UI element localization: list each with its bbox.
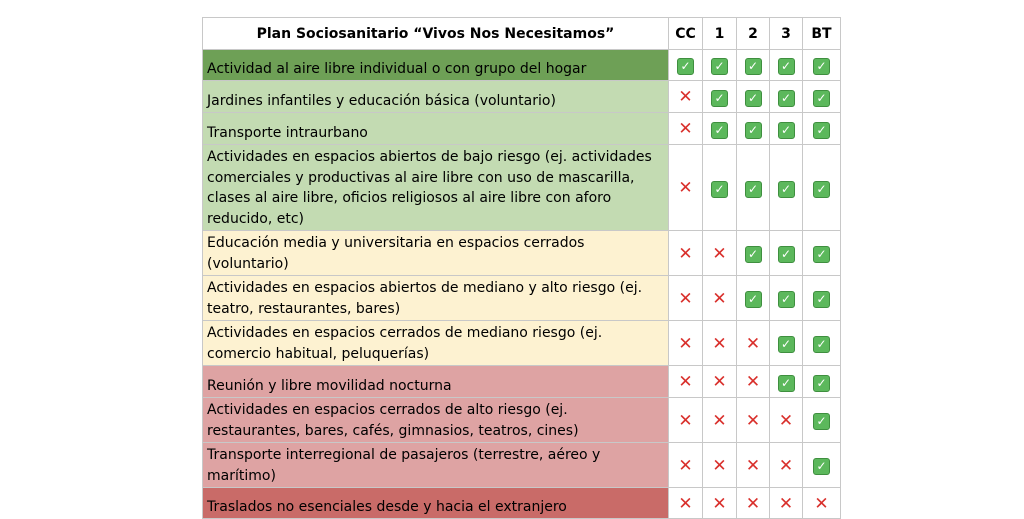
check-icon: ✓ bbox=[711, 58, 728, 75]
phase-cell bbox=[669, 398, 703, 443]
check-icon: ✓ bbox=[813, 90, 830, 107]
cross-icon: ✕ bbox=[712, 410, 727, 431]
cross-icon: ✕ bbox=[678, 119, 693, 139]
header-plan-title: Plan Sociosanitario “Vivos Nos Necesitamos” bbox=[203, 18, 669, 50]
table-row bbox=[203, 443, 841, 488]
check-icon: ✓ bbox=[813, 58, 830, 75]
cross-icon: ✕ bbox=[678, 410, 693, 431]
cross-icon: ✕ bbox=[678, 178, 693, 198]
phase-cell bbox=[703, 488, 737, 519]
check-icon: ✓ bbox=[745, 122, 762, 139]
cross-icon: ✕ bbox=[712, 243, 727, 264]
cross-icon: ✕ bbox=[745, 372, 761, 392]
phase-cell bbox=[669, 113, 703, 145]
phase-cell bbox=[770, 321, 803, 366]
header-bt: BT bbox=[803, 18, 841, 50]
phase-cell bbox=[803, 366, 841, 398]
phase-cell bbox=[669, 231, 703, 276]
phase-cell bbox=[803, 50, 841, 81]
phase-cell bbox=[737, 398, 770, 443]
phase-cell bbox=[703, 81, 737, 113]
activity-label: Educación media y universitaria en espacios cerrados (voluntario) bbox=[203, 231, 669, 276]
activity-label: Traslados no esenciales desde y hacia el extranjero bbox=[203, 488, 669, 519]
check-icon: ✓ bbox=[745, 291, 762, 308]
cross-icon: ✕ bbox=[678, 243, 693, 264]
phase-cell bbox=[703, 366, 737, 398]
phase-cell bbox=[803, 321, 841, 366]
check-icon: ✓ bbox=[813, 375, 830, 392]
phase-cell bbox=[803, 81, 841, 113]
header-cc: CC bbox=[669, 18, 703, 50]
cross-icon: ✕ bbox=[712, 333, 727, 354]
check-icon: ✓ bbox=[813, 122, 830, 139]
cross-icon: ✕ bbox=[678, 288, 693, 309]
phase-cell bbox=[737, 366, 770, 398]
activity-label: Actividad al aire libre individual o con grupo del hogar bbox=[203, 50, 669, 81]
check-icon: ✓ bbox=[778, 246, 795, 263]
activity-label: Actividades en espacios abiertos de mediano y alto riesgo (ej. teatro, restaurantes, bares) bbox=[203, 276, 669, 321]
table-row bbox=[203, 231, 841, 276]
table-body bbox=[203, 50, 841, 519]
phase-cell bbox=[737, 276, 770, 321]
phase-cell bbox=[770, 50, 803, 81]
phase-cell bbox=[770, 81, 803, 113]
check-icon: ✓ bbox=[813, 246, 830, 263]
phase-cell bbox=[803, 443, 841, 488]
activity-label: Jardines infantiles y educación básica (voluntario) bbox=[203, 81, 669, 113]
cross-icon: ✕ bbox=[745, 493, 761, 514]
table-row bbox=[203, 366, 841, 398]
phase-cell bbox=[803, 488, 841, 519]
cross-icon: ✕ bbox=[778, 410, 794, 431]
phase-cell bbox=[770, 443, 803, 488]
check-icon: ✓ bbox=[745, 90, 762, 107]
phase-cell bbox=[803, 145, 841, 231]
cross-icon: ✕ bbox=[814, 493, 829, 514]
table-row bbox=[203, 113, 841, 145]
activity-label: Reunión y libre movilidad nocturna bbox=[203, 366, 669, 398]
phase-cell bbox=[737, 81, 770, 113]
activity-label: Actividades en espacios abiertos de bajo riesgo (ej. actividades comerciales y productivas al aire libre con uso de mascarilla, clases al aire libre, oficios religiosos al aire libre con aforo reducido, etc) bbox=[203, 145, 669, 231]
phase-cell bbox=[669, 50, 703, 81]
check-icon: ✓ bbox=[711, 122, 728, 139]
check-icon: ✓ bbox=[711, 181, 728, 198]
phase-cell bbox=[770, 113, 803, 145]
phase-cell bbox=[770, 276, 803, 321]
cross-icon: ✕ bbox=[678, 455, 693, 476]
phase-cell bbox=[737, 113, 770, 145]
header-phase-3: 3 bbox=[770, 18, 803, 50]
table-row bbox=[203, 81, 841, 113]
phase-cell bbox=[669, 321, 703, 366]
table-row bbox=[203, 50, 841, 81]
table-row bbox=[203, 398, 841, 443]
plan-table bbox=[202, 17, 841, 519]
cross-icon: ✕ bbox=[712, 288, 727, 309]
check-icon: ✓ bbox=[778, 291, 795, 308]
phase-cell bbox=[737, 443, 770, 488]
check-icon: ✓ bbox=[813, 458, 830, 475]
check-icon: ✓ bbox=[813, 413, 830, 430]
cross-icon: ✕ bbox=[712, 372, 727, 392]
check-icon: ✓ bbox=[778, 90, 795, 107]
cross-icon: ✕ bbox=[745, 410, 761, 431]
phase-cell bbox=[703, 50, 737, 81]
cross-icon: ✕ bbox=[712, 493, 727, 514]
table-row bbox=[203, 145, 841, 231]
phase-cell bbox=[703, 443, 737, 488]
phase-cell bbox=[703, 231, 737, 276]
phase-cell bbox=[770, 488, 803, 519]
phase-cell bbox=[703, 145, 737, 231]
phase-cell bbox=[669, 366, 703, 398]
phase-cell bbox=[737, 321, 770, 366]
phase-cell bbox=[803, 113, 841, 145]
phase-cell bbox=[669, 276, 703, 321]
phase-cell bbox=[770, 231, 803, 276]
cross-icon: ✕ bbox=[745, 333, 761, 354]
phase-cell bbox=[703, 398, 737, 443]
phase-cell bbox=[737, 231, 770, 276]
phase-cell bbox=[737, 488, 770, 519]
phase-cell bbox=[803, 276, 841, 321]
phase-cell bbox=[803, 231, 841, 276]
phase-cell bbox=[703, 321, 737, 366]
header-row bbox=[203, 18, 841, 50]
cross-icon: ✕ bbox=[778, 493, 794, 514]
phase-cell bbox=[770, 398, 803, 443]
cross-icon: ✕ bbox=[745, 455, 761, 476]
check-icon: ✓ bbox=[711, 90, 728, 107]
phase-cell bbox=[669, 443, 703, 488]
check-icon: ✓ bbox=[745, 246, 762, 263]
phase-cell bbox=[703, 113, 737, 145]
cross-icon: ✕ bbox=[678, 333, 693, 354]
header-phase-2: 2 bbox=[737, 18, 770, 50]
check-icon: ✓ bbox=[778, 181, 795, 198]
table-row bbox=[203, 321, 841, 366]
check-icon: ✓ bbox=[778, 122, 795, 139]
activity-label: Transporte intraurbano bbox=[203, 113, 669, 145]
check-icon: ✓ bbox=[745, 181, 762, 198]
phase-cell bbox=[737, 50, 770, 81]
table-row bbox=[203, 276, 841, 321]
cross-icon: ✕ bbox=[678, 87, 693, 107]
check-icon: ✓ bbox=[778, 375, 795, 392]
check-icon: ✓ bbox=[677, 58, 694, 75]
phase-cell bbox=[669, 81, 703, 113]
check-icon: ✓ bbox=[778, 336, 795, 353]
phase-cell bbox=[703, 276, 737, 321]
check-icon: ✓ bbox=[778, 58, 795, 75]
activity-label: Actividades en espacios cerrados de alto riesgo (ej. restaurantes, bares, cafés, gimnasios, teatros, cines) bbox=[203, 398, 669, 443]
cross-icon: ✕ bbox=[712, 455, 727, 476]
phase-cell bbox=[737, 145, 770, 231]
activity-label: Actividades en espacios cerrados de mediano riesgo (ej. comercio habitual, peluquerías) bbox=[203, 321, 669, 366]
phase-cell bbox=[669, 145, 703, 231]
phase-cell bbox=[770, 366, 803, 398]
cross-icon: ✕ bbox=[678, 493, 693, 514]
check-icon: ✓ bbox=[745, 58, 762, 75]
cross-icon: ✕ bbox=[778, 455, 794, 476]
table-row bbox=[203, 488, 841, 519]
activity-label: Transporte interregional de pasajeros (terrestre, aéreo y marítimo) bbox=[203, 443, 669, 488]
phase-cell bbox=[770, 145, 803, 231]
check-icon: ✓ bbox=[813, 181, 830, 198]
check-icon: ✓ bbox=[813, 291, 830, 308]
phase-cell bbox=[803, 398, 841, 443]
check-icon: ✓ bbox=[813, 336, 830, 353]
header-phase-1: 1 bbox=[703, 18, 737, 50]
cross-icon: ✕ bbox=[678, 372, 693, 392]
phase-cell bbox=[669, 488, 703, 519]
